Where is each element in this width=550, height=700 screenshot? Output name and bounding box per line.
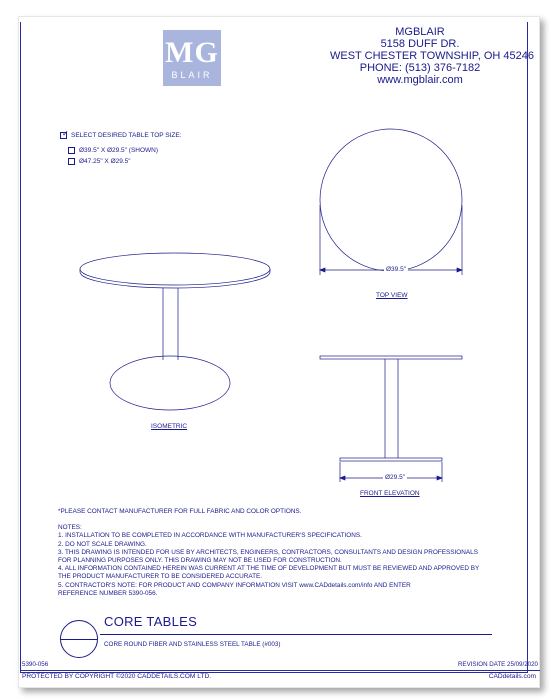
- front-elevation-label: FRONT ELEVATION: [360, 490, 420, 497]
- size-heading: SELECT DESIRED TABLE TOP SIZE:: [71, 132, 182, 139]
- top-view: [320, 129, 462, 275]
- front-elevation: [320, 356, 462, 482]
- isometric-view: [80, 253, 270, 410]
- note-line: THE PRODUCT MANUFACTURER TO BE CONSIDERED ACCURATE.: [58, 573, 263, 581]
- drawing-title: CORE TABLES: [104, 614, 198, 629]
- check-icon: ✓: [62, 129, 69, 138]
- top-view-dimension: Ø39.5": [386, 266, 407, 273]
- company-website[interactable]: www.mgblair.com: [377, 74, 463, 86]
- top-view-label: TOP VIEW: [376, 292, 408, 299]
- company-phone: PHONE: (513) 376-7182: [359, 62, 481, 74]
- front-elevation-dimension: Ø29.5": [385, 474, 406, 481]
- copyright-notice: PROTECTED BY COPYRIGHT ©2020 CADDETAILS.COM LTD.: [22, 673, 212, 680]
- note-line: REFERENCE NUMBER 5390-056.: [58, 589, 158, 597]
- note-line: 4. ALL INFORMATION CONTAINED HEREIN WAS CURRENT AT THE TIME OF DEVELOPMENT BUT MUST BE REVIEWED AND APPROVED BY: [58, 565, 480, 573]
- footer-divider: [20, 670, 540, 671]
- reference-number: 5390-056: [22, 661, 49, 668]
- caddetails-link[interactable]: CADdetails.com: [488, 673, 536, 680]
- revision-date: REVISION DATE 25/09/2020: [457, 661, 538, 668]
- notes-heading: NOTES:: [58, 524, 82, 532]
- notes-block: [58, 508, 479, 598]
- company-name: MGBLAIR: [395, 26, 445, 38]
- mgblair-logo: MG BLAIR: [163, 30, 221, 86]
- note-line: FOR PLANNING PURPOSES ONLY. THIS DRAWING MAY NOT BE USED FOR CONSTRUCTION.: [58, 557, 342, 565]
- contact-note: *PLEASE CONTACT MANUFACTURER FOR FULL FABRIC AND COLOR OPTIONS.: [58, 508, 302, 515]
- note-line: 5. CONTRACTOR'S NOTE: FOR PRODUCT AND COMPANY INFORMATION VISIT www.CADdetails.com/info AND ENTER: [58, 581, 411, 589]
- title-divider: [100, 634, 492, 635]
- title-circle-divider: [60, 639, 98, 640]
- note-line: 1. INSTALLATION TO BE COMPLETED IN ACCORDANCE WITH MANUFACTURER'S SPECIFICATIONS.: [58, 532, 362, 540]
- note-line: 2. DO NOT SCALE DRAWING.: [58, 540, 147, 548]
- note-line: 3. THIS DRAWING IS INTENDED FOR USE BY ARCHITECTS, ENGINEERS, CONTRACTORS, CONSULTANTS AND DESIGN PROFESSIONALS: [58, 548, 478, 556]
- size-option-1-label: Ø39.5" X Ø29.5" (SHOWN): [79, 147, 159, 154]
- size-option-2-label: Ø47.25" X Ø29.5": [79, 158, 131, 165]
- isometric-label: ISOMETRIC: [151, 423, 188, 430]
- company-address-1: 5158 DUFF DR.: [380, 38, 460, 50]
- drawing-subtitle: CORE ROUND FIBER AND STAINLESS STEEL TABLE (#003): [104, 641, 281, 648]
- company-address-2: WEST CHESTER TOWNSHIP, OH 45246: [330, 50, 534, 62]
